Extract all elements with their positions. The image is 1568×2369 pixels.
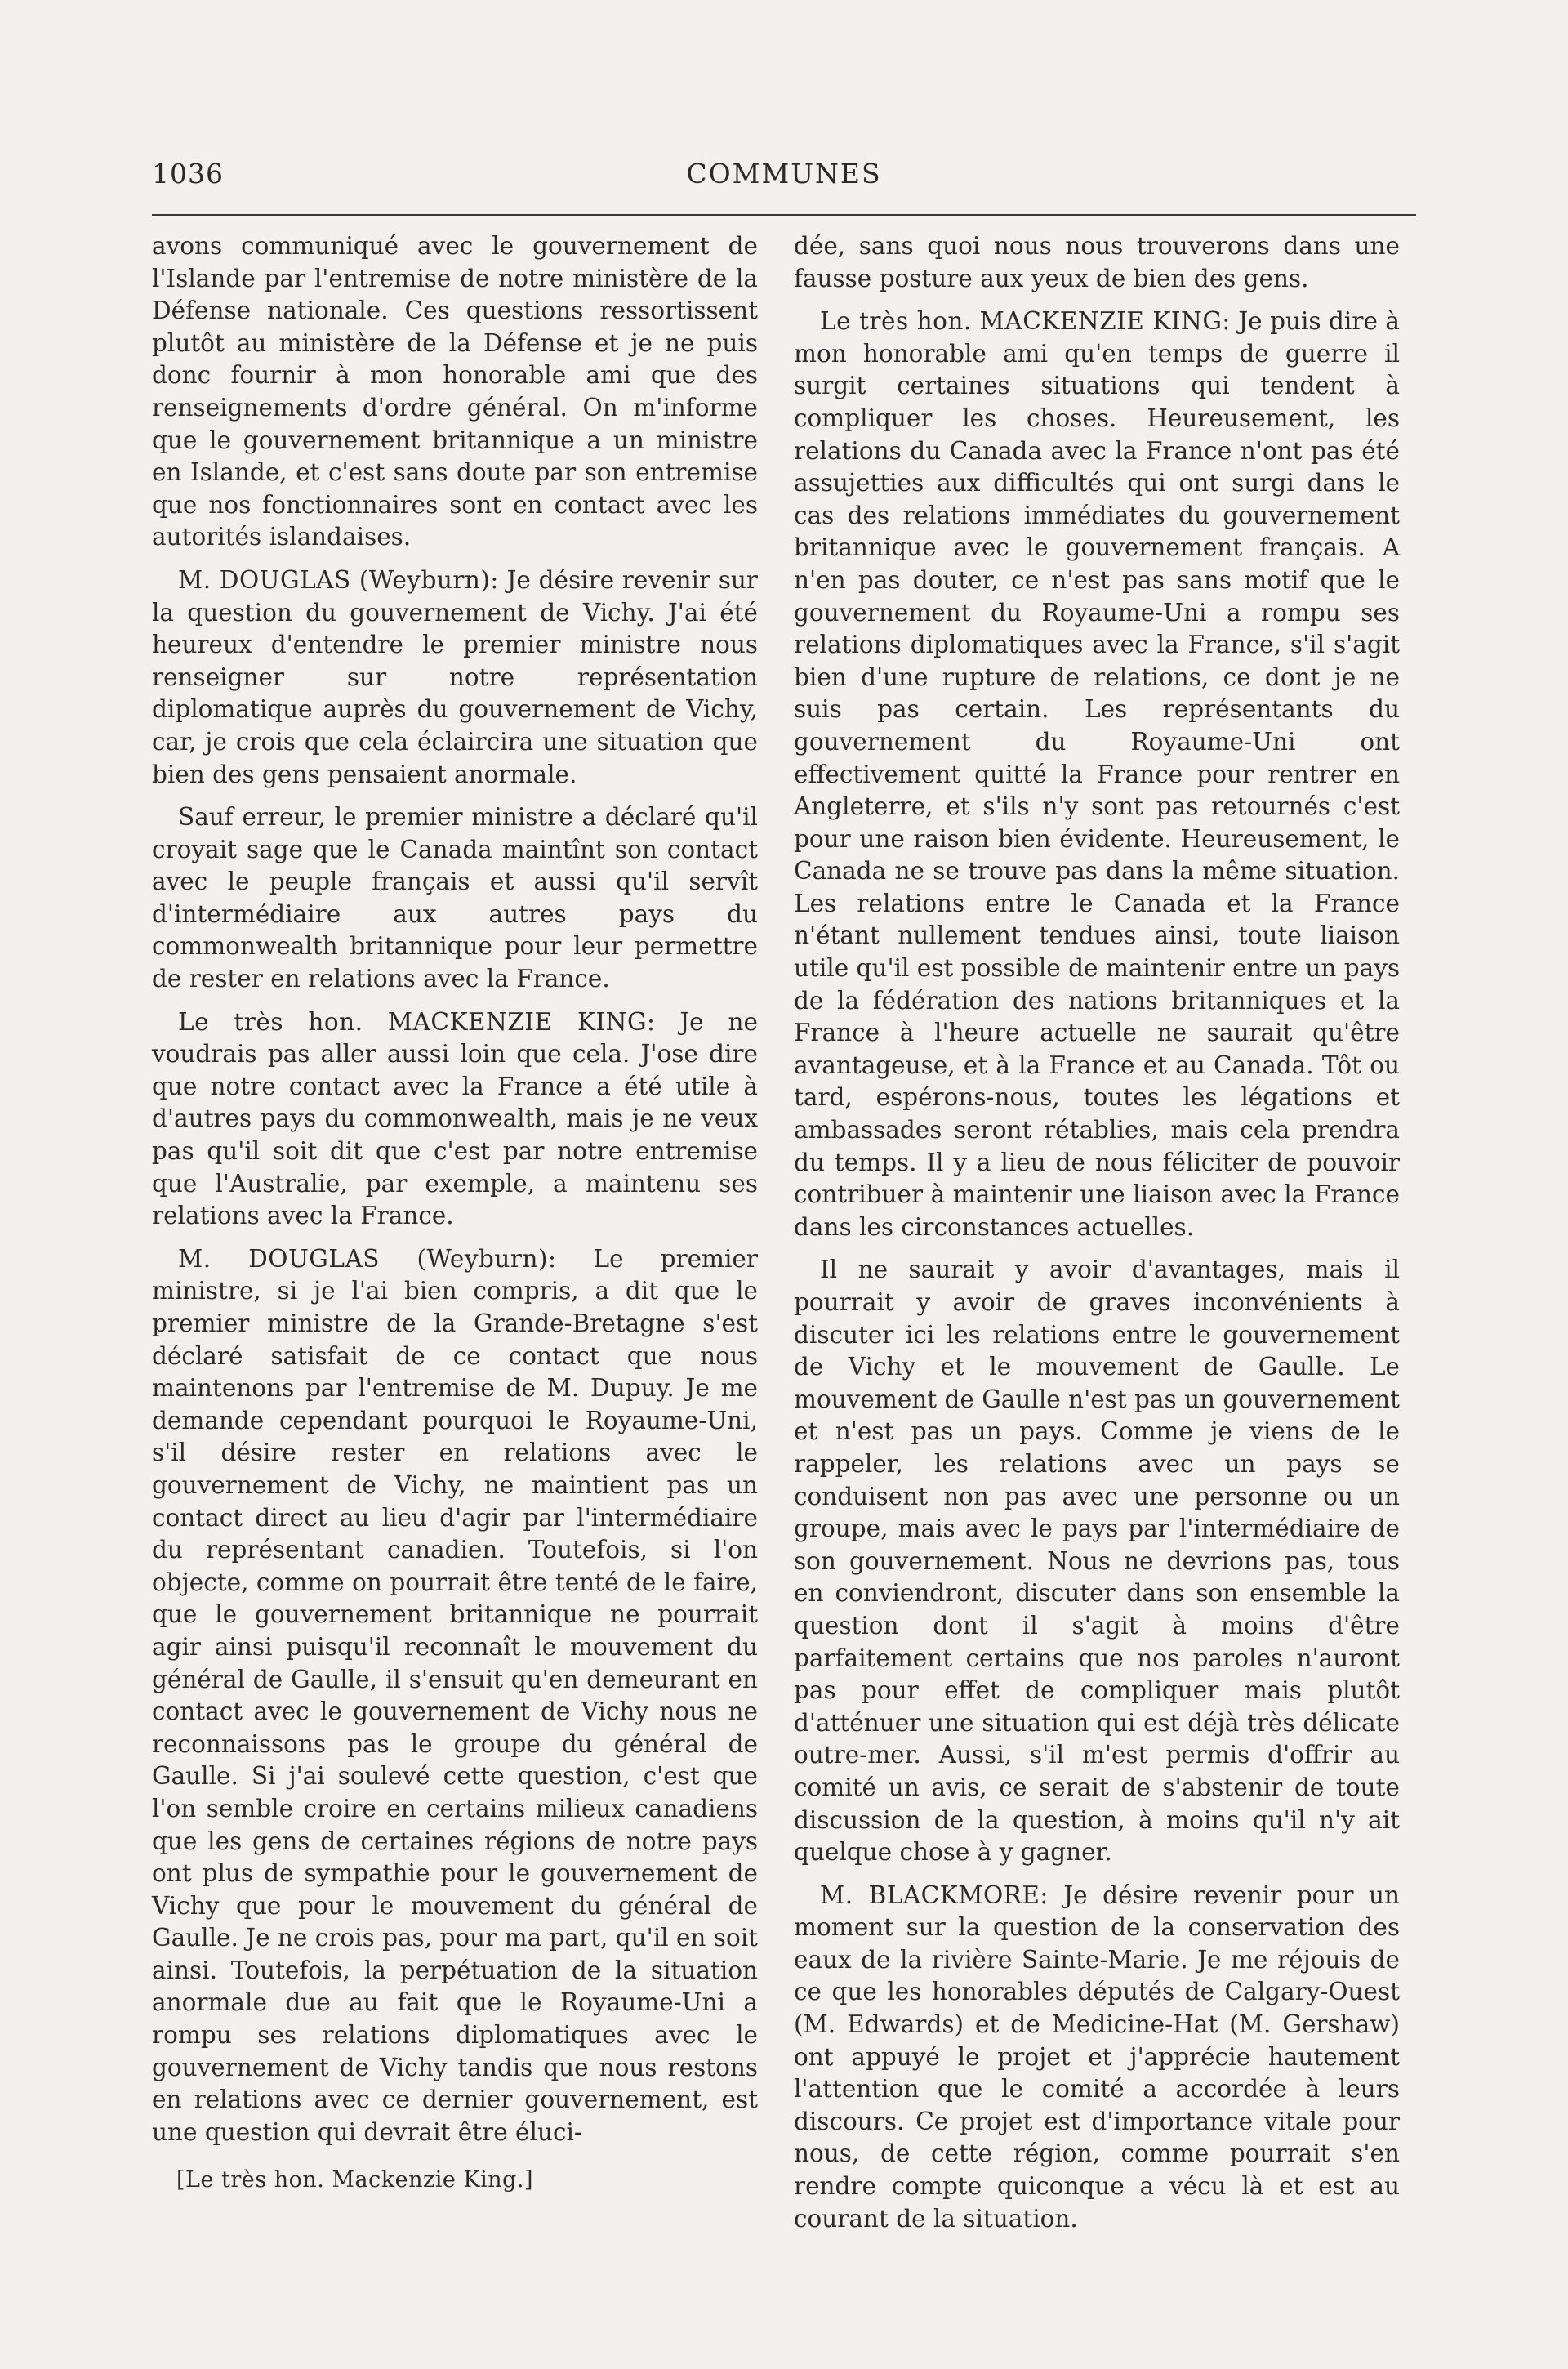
paragraph [152,1243,758,2149]
header-rule [152,214,1416,216]
paragraph: dée, sans quoi nous nous trouverons dans une fausse posture aux yeux de bien des gens. [794,232,1400,292]
speech-text: Je désire revenir pour un moment sur la question de la conservation des eaux de la rivière Sainte-Marie. Je me réjouis de ce que les honorables députés de Calgary-Ouest (M. Edwards) et de Medicine-Hat (M. Gershaw) ont appuyé le projet et j'apprécie hautement l'attention que le comité a accordée à leurs discours. Ce projet est d'importance vitale pour nous, de cette région, comme pourrait s'en rendre compte quiconque a vécu là et est au courant de la situation. [794,1880,1400,2233]
speech-text: Je puis dire à mon honorable ami qu'en temps de guerre il surgit certaines situations qui tendent à compliquer les choses. Heureusement, les relations du Canada avec la France n'ont pas été assujetties aux difficultés qui ont surgi dans le cas des relations immédiates du gouvernement britannique avec le gouvernement français. A n'en pas douter, ce n'est pas sans motif que le gouvernement du Royaume-Uni a rompu ses relations diplomatiques avec la France, s'il s'agit bien d'une rupture de relations, ce dont je ne suis pas certain. Les représentants du gouvernement du Royaume-Uni ont effectivement quitté la France pour rentrer en Angleterre, et s'ils n'y sont pas retournés c'est pour une raison bien évidente. Heureusement, le Canada ne se trouve pas dans la même situation. Les relations entre le Canada et la France n'étant nullement tendues ainsi, toute liaison utile qu'il est possible de maintenir entre un pays de la fédération des nations britanniques et la France à l'heure actuelle ne saurait qu'être avantageuse, et à la France et au Canada. Tôt ou tard, espérons-nous, toutes les légations et ambassades seront rétablies, mais cela prendra du temps. Il y a lieu de nous féliciter de pouvoir contribuer à maintenir une liaison avec la France dans les circonstances actuelles. [794,307,1400,1241]
speaker-name: M. DOUGLAS (Weyburn): [178,1244,557,1273]
running-title: COMMUNES [686,158,882,190]
paragraph: avons communiqué avec le gouvernement de l'Islande par l'entremise de notre ministère de la Défense nationale. Ces questions ressortissent plutôt au ministère de la Défense et je ne puis donc fournir à mon honorable ami que des renseignements d'ordre général. On m'informe que le gouvernement britannique a un ministre en Islande, et c'est sans doute par son entremise que nos fonctionnaires sont en contact avec les autorités islandaises. [152,232,758,551]
paragraph [152,1006,758,1233]
speaker-name: M. BLACKMORE: [820,1880,1049,1909]
right-column [794,230,1400,2246]
speaker-name: Le très hon. MACKENZIE KING: [820,307,1231,336]
speaker-name: Le très hon. MACKENZIE KING: [178,1007,656,1036]
paragraph [152,564,758,791]
speech-text: Je ne voudrais pas aller aussi loin que cela. J'ose dire que notre contact avec la France a été utile à d'autres pays du commonwealth, mais je ne veux pas qu'il soit dit que c'est par notre entremise que l'Australie, par exemple, a maintenu ses relations avec la France. [152,1007,758,1230]
paragraph: Il ne saurait y avoir d'avantages, mais il pourrait y avoir de graves inconvénients à discuter ici les relations entre le gouvernement de Vichy et le mouvement de Gaulle. Le mouvement de Gaulle n'est pas un gouvernement et n'est pas un pays. Comme je viens de le rappeler, les relations avec un pays se conduisent non pas avec une personne ou un groupe, mais avec le pays par l'intermédiaire de son gouvernement. Nous ne devrions pas, tous en conviendront, discuter dans son ensemble la question dont il s'agit à moins d'être parfaitement certains que nos paroles n'auront pas pour effet de compliquer mais plutôt d'atténuer une situation qui est déjà très délicate outre-mer. Aussi, s'il m'est permis d'offrir au comité un avis, ce serait de s'abstenir de toute discussion de la question, à moins qu'il n'y ait quelque chose à y gagner. [794,1256,1401,1867]
left-column [152,230,758,2159]
page-header [152,158,1416,197]
speech-text: Je désire revenir sur la question du gouvernement de Vichy. J'ai été heureux d'entendre le premier ministre nous renseigner sur notre représentation diplomatique auprès du gouvernement de Vichy, car, je crois que cela éclaircira une situation que bien des gens pensaient anormale. [152,565,758,788]
paragraph: Sauf erreur, le premier ministre a déclaré qu'il croyait sage que le Canada maintînt son contact avec le peuple français et aussi qu'il servît d'intermédiaire aux autres pays du commonwealth britannique pour leur permettre de rester en relations avec la France. [152,803,758,993]
page-number: 1036 [152,158,224,190]
speaker-name: M. DOUGLAS (Weyburn): [178,565,499,594]
speaker-footnote: [Le très hon. Mackenzie King.] [176,2167,534,2193]
speech-text: Le premier ministre, si je l'ai bien compris, a dit que le premier ministre de la Grande-Bretagne s'est déclaré satisfait de ce contact que nous maintenons par l'entremise de M. Dupuy. Je me demande cependant pourquoi le Royaume-Uni, s'il désire rester en relations avec le gouvernement de Vichy, ne maintient pas un contact direct au lieu d'agir par l'intermédiaire du représentant canadien. Toutefois, si l'on objecte, comme on pourrait être tenté de le faire, que le gouvernement britannique ne pourrait agir ainsi puisqu'il reconnaît le mouvement du général de Gaulle, il s'ensuit qu'en demeurant en contact avec le gouvernement de Vichy nous ne reconnaissons pas le groupe du général de Gaulle. Si j'ai soulevé cette question, c'est que l'on semble croire en certains milieux canadiens que les gens de certaines régions de notre pays ont plus de sympathie pour le gouvernement de Vichy que pour le mouvement du général de Gaulle. Je ne crois pas, pour ma part, qu'il en soit ainsi. Toutefois, la perpétuation de la situation anormale due au fait que le Royaume-Uni a rompu ses relations diplomatiques avec le gouvernement de Vichy tandis que nous restons en relations avec ce dernier gouvernement, est une question qui devrait être éluci- [152,1244,758,2146]
paragraph [794,306,1400,1243]
paragraph [794,1880,1400,2236]
